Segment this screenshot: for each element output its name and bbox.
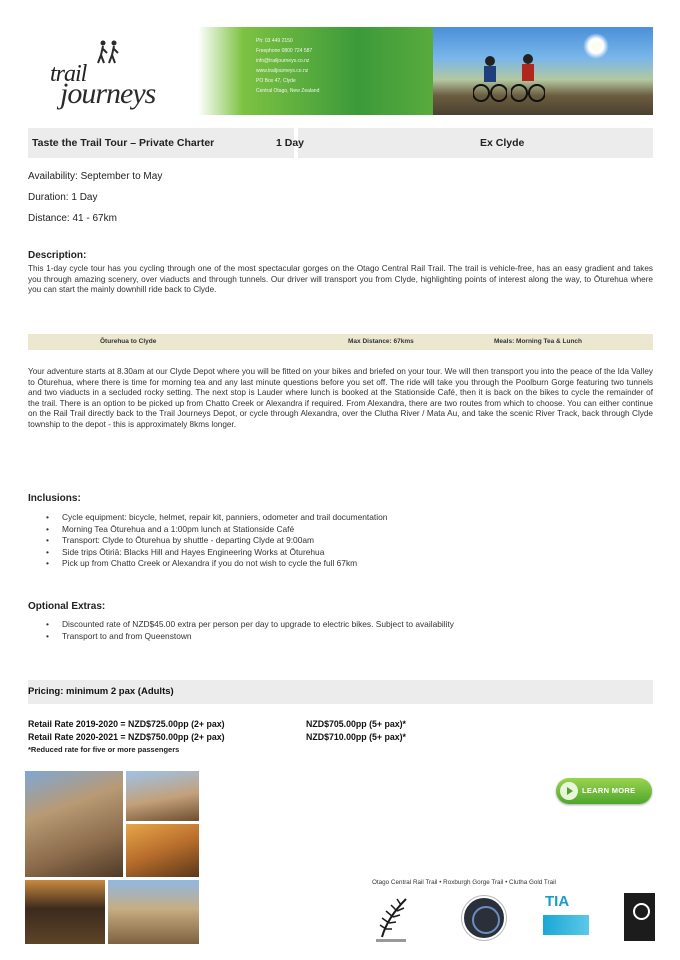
list-item: • Pick up from Chatto Creek or Alexandra if you do not wish to cycle the full 67km xyxy=(46,558,646,570)
contact-line: Ph: 03 449 2150 xyxy=(256,38,293,44)
trails-list-text: Otago Central Rail Trail • Roxburgh Gorge Trail • Clutha Gold Trail xyxy=(372,879,556,886)
inclusions-list xyxy=(46,512,646,570)
contact-line: Central Otago, New Zealand xyxy=(256,88,320,94)
contact-details xyxy=(256,36,406,96)
distance-text: Distance: 41 - 67km xyxy=(28,213,117,224)
extras-heading: Optional Extras: xyxy=(28,601,106,612)
tunnel-interior-photo xyxy=(25,880,105,944)
pricing-footnote: *Reduced rate for five or more passengers xyxy=(28,745,180,754)
tunnel-cyclist-photo xyxy=(126,824,199,877)
tour-location-tag: Ex Clyde xyxy=(480,137,525,149)
price-label: Retail Rate 2019-2020 = NZD$725.00pp (2+ pax) xyxy=(28,719,225,729)
list-item: • Transport to and from Queenstown xyxy=(46,631,646,643)
logo-text-journeys: journeys xyxy=(60,77,156,110)
list-item: • Discounted rate of NZD$45.00 extra per person per day to upgrade to electric bikes. Subject to availability xyxy=(46,619,646,631)
price-value: NZD$710.00pp (5+ pax)* xyxy=(306,732,406,742)
route-from-to: Ōturehua to Clyde xyxy=(100,338,157,345)
tia-logo-text: TIA xyxy=(545,893,570,910)
price-row xyxy=(28,719,406,729)
description-heading: Description: xyxy=(28,250,87,261)
availability-text: Availability: September to May xyxy=(28,171,163,182)
play-arrow-icon xyxy=(560,782,578,800)
price-row xyxy=(28,732,406,742)
tia-logo-bar xyxy=(543,915,589,935)
price-label: Retail Rate 2020-2021 = NZD$750.00pp (2+ pax) xyxy=(28,732,225,742)
itinerary-text: Your adventure starts at 8.30am at our Clyde Depot where you will be fitted on your bikes and briefed on your tour. We will then transport you into the peace of the Ida Valley to Ōturehua, where there is time for morning tea and any last minute questions before you set off. The ride will take you through the Poolburn Gorge featuring two tunnels and two viaducts in a secluded rocky setting. The next stop is Lauder where lunch is booked at the Stationside Café, then it is back on the bikes to cycle the remainder of the trail. There is an option to be picked up from Chatto Creek or Alexandra if required. From Alexandra, there are two routes from which to choose. You can either continue on the Rail Trail directly back to the Trail Journeys Depot, or cycle through Alexandra, over the Clutha River / Mata Au, and take the scenic River Track, back through Clyde township to the depot - this is approximately 8kms longer. xyxy=(28,367,653,429)
tour-title-bar xyxy=(28,128,653,158)
list-item: • Transport: Clyde to Ōturehua by shuttle - departing Clyde at 9:00am xyxy=(46,535,646,547)
sun-glare xyxy=(583,33,609,59)
route-summary-bar xyxy=(28,334,653,350)
contact-line: Freephone 0800 724 587 xyxy=(256,48,313,54)
fern-logo-icon xyxy=(376,893,416,943)
cyclist-figure xyxy=(511,51,545,103)
description-text: This 1-day cycle tour has you cycling through one of the most spectacular gorges on the Otago Central Rail Trail. The trail is vehicle-free, has an easy gradient and takes you through amazing scenery, over viaducts and through tunnels. Our driver will transport you from Clyde, highlighting points of interest along the way, to Ōturehua where you can start the mainly downhill ride back to Clyde. xyxy=(28,264,653,295)
inclusions-heading: Inclusions: xyxy=(28,493,81,504)
learn-more-label: LEARN MORE xyxy=(582,786,636,795)
cyclists-logo-icon xyxy=(94,39,124,69)
list-item: • Morning Tea Ōturehua and a 1:00pm lunch at Stationside Café xyxy=(46,524,646,536)
route-meals: Meals: Morning Tea & Lunch xyxy=(494,338,582,345)
header-banner xyxy=(28,27,653,115)
pricing-bar xyxy=(28,680,653,704)
list-item: • Cycle equipment: bicycle, helmet, repair kit, panniers, odometer and trail documentation xyxy=(46,512,646,524)
route-max-distance: Max Distance: 67kms xyxy=(348,338,414,345)
trail-journeys-logo[interactable] xyxy=(50,39,190,109)
extras-list xyxy=(46,619,646,642)
tia-logo-icon xyxy=(543,893,589,941)
tour-duration-tag: 1 Day xyxy=(276,137,305,149)
learn-more-button[interactable] xyxy=(556,778,652,804)
gorge-cyclist-photo xyxy=(25,771,123,877)
cyclists-banner-photo xyxy=(433,27,653,115)
qualmark-logo-icon xyxy=(624,893,655,941)
contact-line[interactable]: info@trailjourneys.co.nz xyxy=(256,58,310,64)
tour-title: Taste the Trail Tour – Private Charter xyxy=(32,137,215,149)
trail-badge-logo-icon xyxy=(462,896,506,940)
viaduct-landscape-photo xyxy=(108,880,199,944)
list-item: • Side trips Ōtiriā: Blacks Hill and Hayes Engineering Works at Ōturehua xyxy=(46,547,646,559)
duration-text: Duration: 1 Day xyxy=(28,192,98,203)
contact-line[interactable]: www.trailjourneys.co.nz xyxy=(256,68,309,74)
price-value: NZD$705.00pp (5+ pax)* xyxy=(306,719,406,729)
contact-line: PO Box 47, Clyde xyxy=(256,78,296,84)
cyclist-figure xyxy=(473,53,507,103)
historic-building-photo xyxy=(126,771,199,821)
logo-text-trail: trail xyxy=(50,61,87,87)
pricing-heading: Pricing: minimum 2 pax (Adults) xyxy=(28,686,174,697)
